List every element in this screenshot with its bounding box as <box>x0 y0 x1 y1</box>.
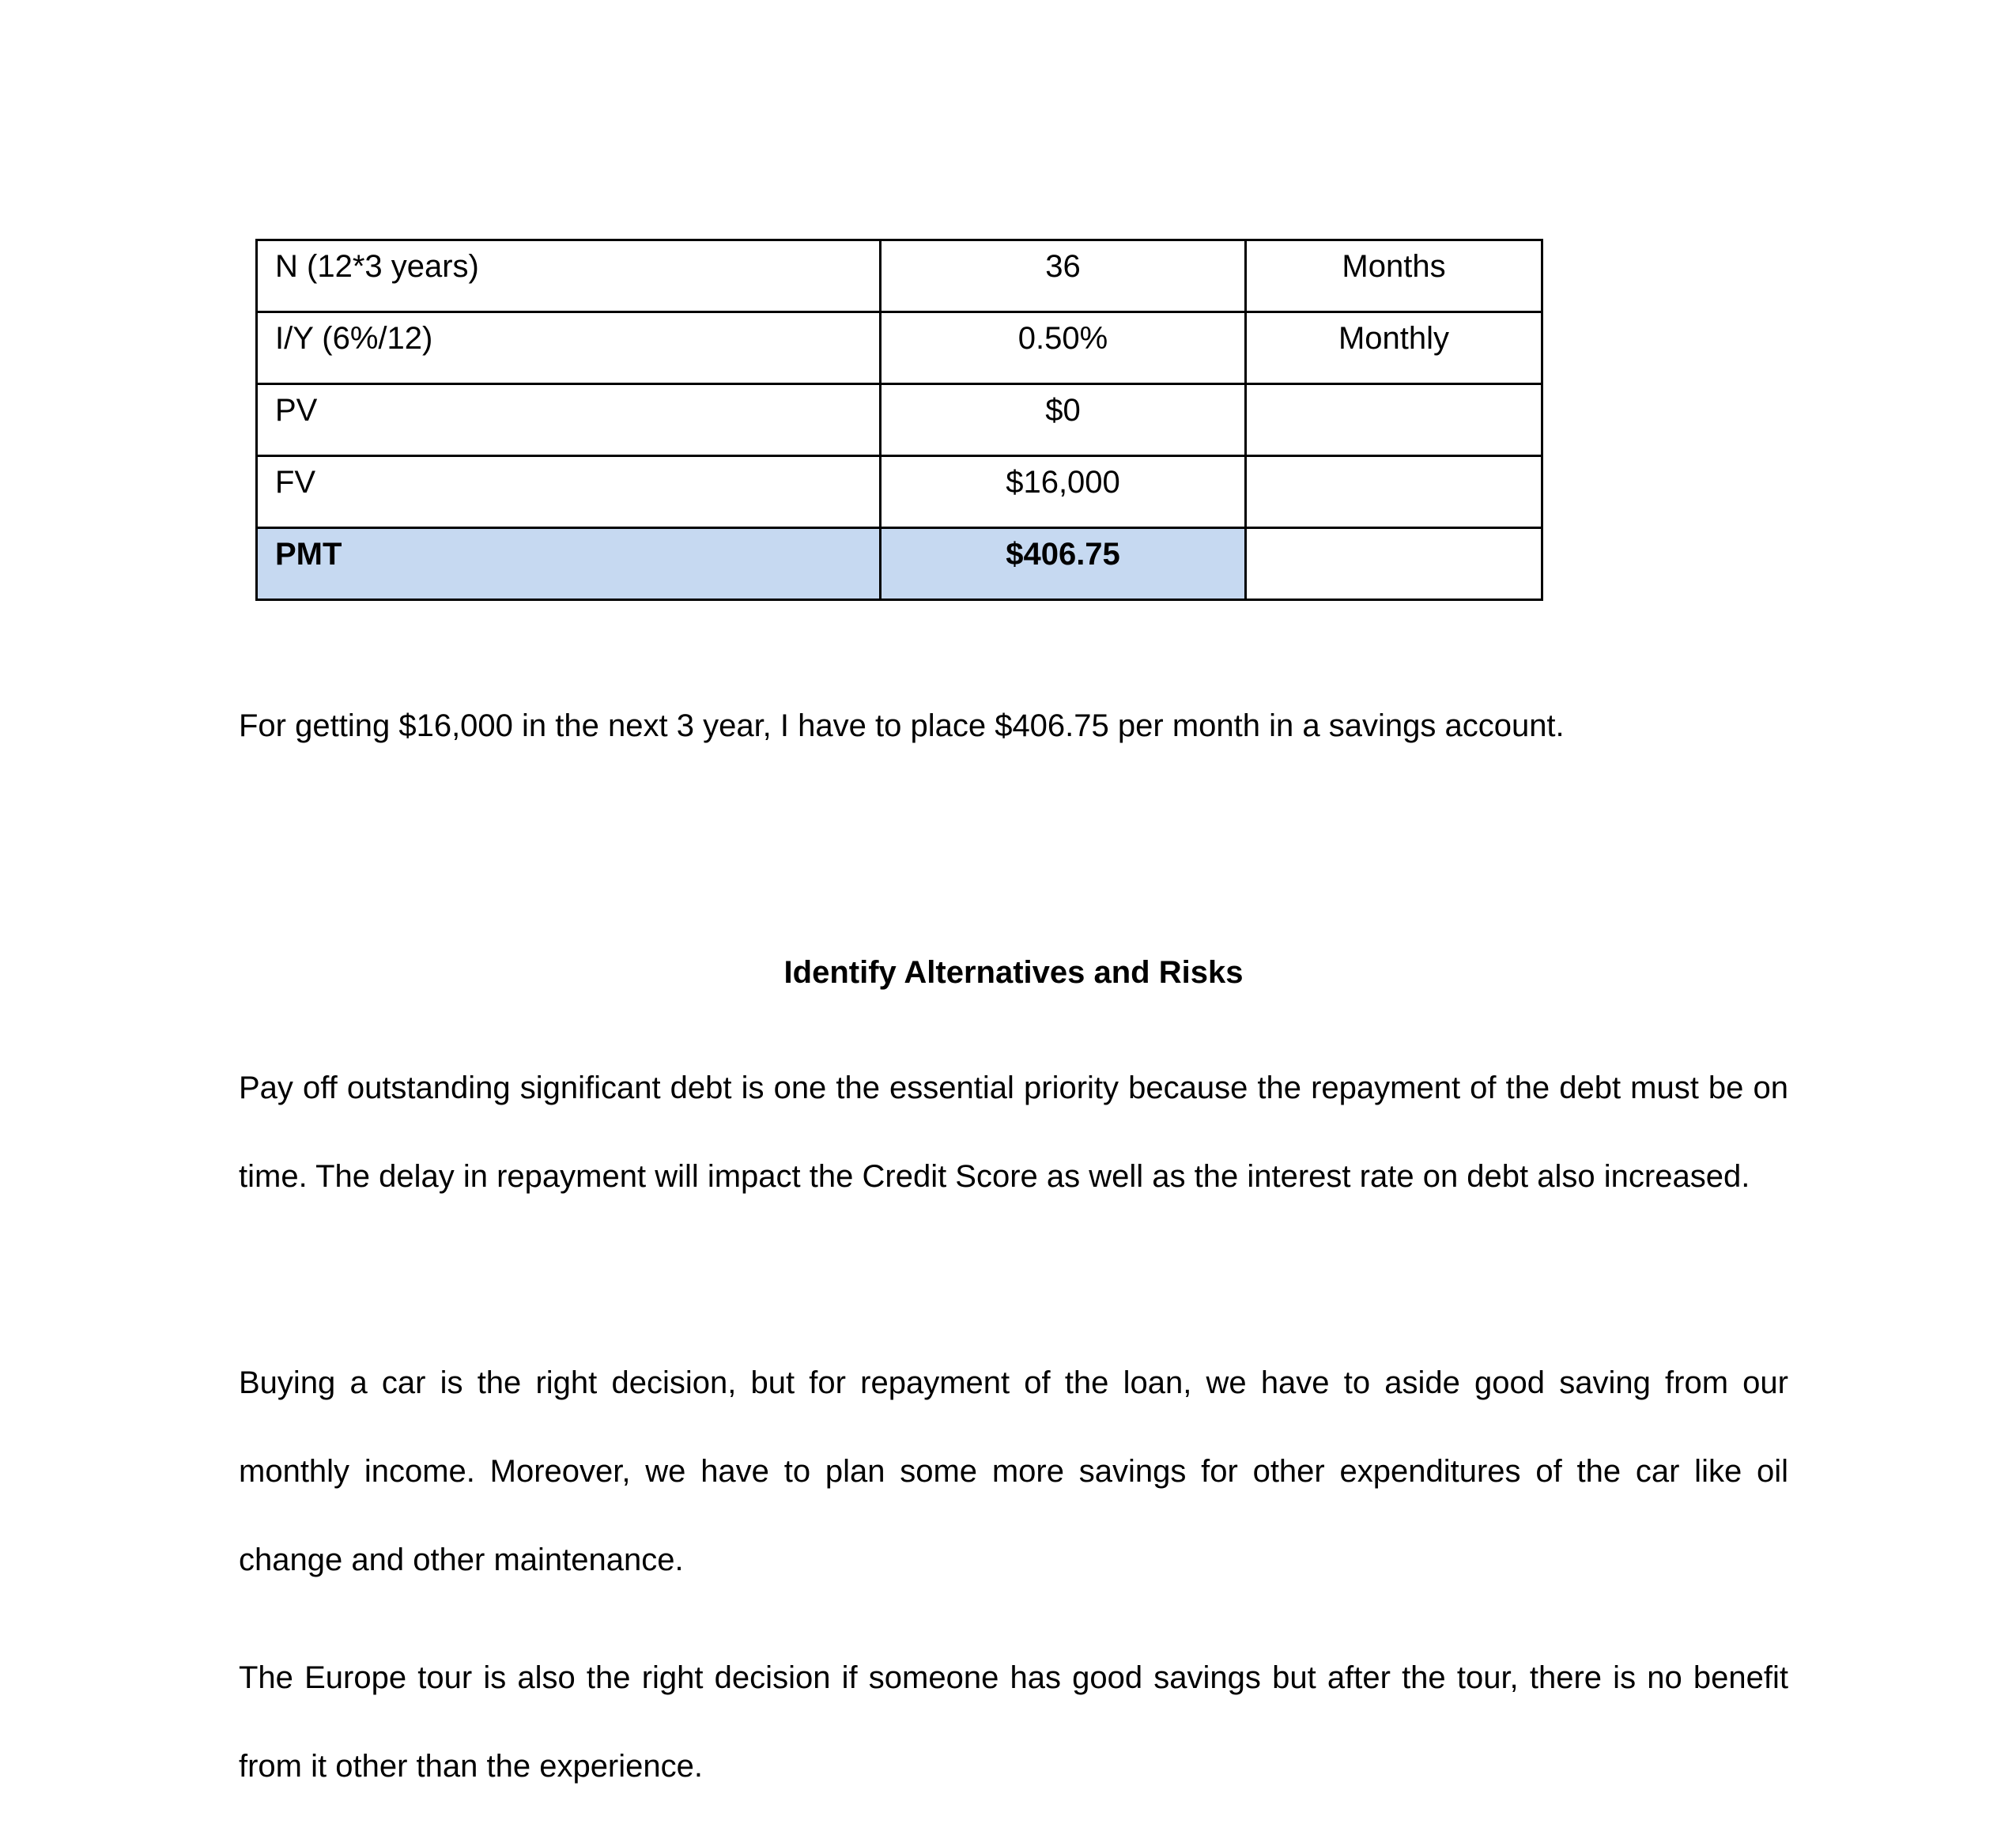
section-heading: Identify Alternatives and Risks <box>783 955 1244 990</box>
row-unit: Months <box>1246 240 1542 312</box>
savings-calculation-table <box>255 239 1543 601</box>
pmt-label: PMT <box>257 528 881 600</box>
paragraph-europe-tour: The Europe tour is also the right decision if someone has good savings but after the tour, there is no benefit from it other than the experience. <box>239 1660 1788 1784</box>
paragraph-debt: Pay off outstanding significant debt is one the essential priority because the repayment of the debt must be on time. The delay in repayment will impact the Credit Score as well as the interest rate on debt also increased. <box>239 1071 1788 1194</box>
row-label: N (12*3 years) <box>257 240 881 312</box>
table-row <box>257 384 1542 456</box>
table-row <box>257 240 1542 312</box>
row-label: FV <box>257 456 881 528</box>
row-value: $0 <box>881 384 1246 456</box>
row-label: I/Y (6%/12) <box>257 312 881 384</box>
row-value: $16,000 <box>881 456 1246 528</box>
paragraph-car: Buying a car is the right decision, but for repayment of the loan, we have to aside good saving from our monthly income. Moreover, we have to plan some more savings for other expenditures of the car like oil change and other maintenance. <box>239 1365 1788 1577</box>
row-unit <box>1246 456 1542 528</box>
row-label: PV <box>257 384 881 456</box>
table-row <box>257 312 1542 384</box>
row-value: 36 <box>881 240 1246 312</box>
row-unit: Monthly <box>1246 312 1542 384</box>
table-row <box>257 456 1542 528</box>
row-unit <box>1246 384 1542 456</box>
summary-paragraph: For getting $16,000 in the next 3 year, I have to place $406.75 per month in a savings account. <box>239 708 1565 743</box>
pmt-result-row <box>257 528 1542 600</box>
pmt-value: $406.75 <box>881 528 1246 600</box>
row-value: 0.50% <box>881 312 1246 384</box>
row-unit <box>1246 528 1542 600</box>
